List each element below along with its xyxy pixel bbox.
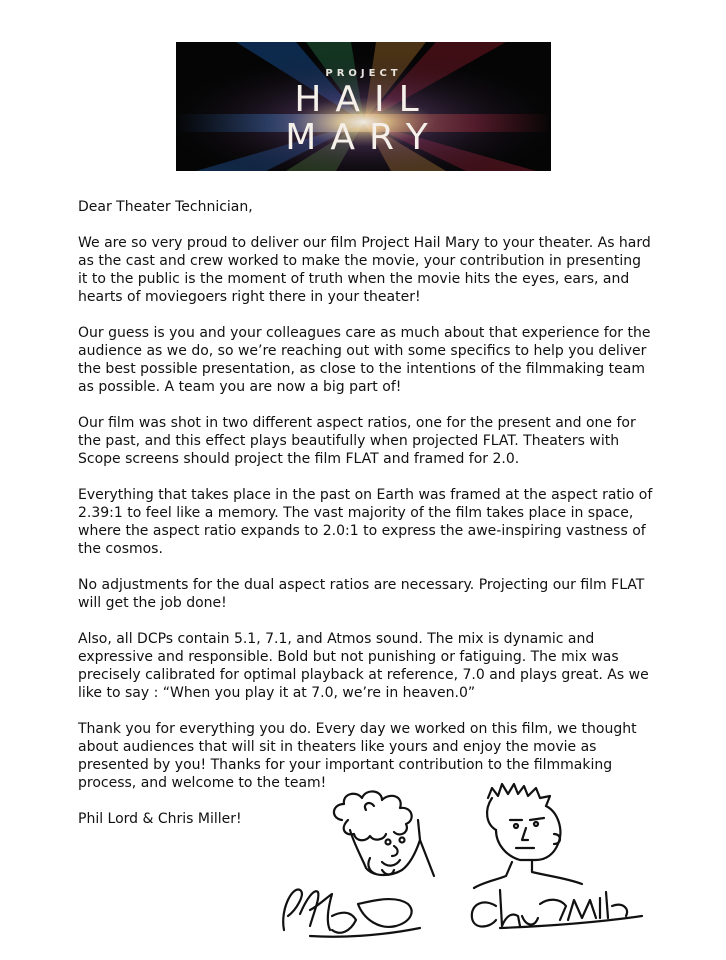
letter-paragraph: Our guess is you and your colleagues care as much about that experience for the audience as we do, so we’re reaching out with some specifics to help you deliver the best possible presentation, as close to the intentions of the filmmaking team as possible. A team you are now a big part of!	[78, 325, 651, 395]
logo-mary-text: MARY	[285, 117, 442, 158]
letter-paragraph: Everything that takes place in the past on Earth was framed at the aspect ratio of 2.39:1 to feel like a memory. The vast majority of the film takes place in space, where the aspect ratio expands to 2.0:1 to express the awe-inspiring vastness of the cosmos.	[78, 487, 653, 557]
signatures-and-doodles	[270, 780, 650, 950]
letter-paragraph: Our film was shot in two different aspect ratios, one for the present and one for the past, and this effect plays beautifully when projected FLAT. Theaters with Scope screens should project the film FLAT and framed for 2.0.	[78, 415, 636, 467]
letter-body	[78, 198, 653, 828]
signoff: Phil Lord & Chris Miller!	[78, 811, 242, 827]
project-hail-mary-banner	[176, 42, 551, 171]
logo-hail-text: HAIL	[294, 79, 433, 120]
chris-signature	[472, 890, 642, 928]
logo-project-text: PROJECT	[325, 68, 402, 79]
letter-paragraph: Also, all DCPs contain 5.1, 7.1, and Atmos sound. The mix is dynamic and expressive and responsible. Bold but not punishing or fatiguing. The mix was precisely calibrated for optimal playback at reference, 7.0 and plays great. As we like to say : “When you play it at 7.0, we’re in heaven.0”	[78, 631, 649, 701]
letter-paragraph: No adjustments for the dual aspect ratios are necessary. Projecting our film FLAT will get the job done!	[78, 577, 645, 611]
salutation: Dear Theater Technician,	[78, 199, 253, 215]
phil-signature	[283, 890, 420, 937]
letter-paragraph: We are so very proud to deliver our film Project Hail Mary to your theater. As hard as the cast and crew worked to make the movie, your contribution in presenting it to the public is the moment of truth when the movie hits the eyes, ears, and hearts of moviegoers right there in your theater!	[78, 235, 651, 305]
letter-paragraph: Thank you for everything you do. Every day we worked on this film, we thought about audiences that will sit in theaters like yours and enjoy the movie as presented by you! Thanks for your important contribution to the filmmaking process, and welcome to the team!	[78, 721, 637, 791]
chris-doodle	[474, 784, 582, 888]
phil-doodle	[334, 791, 434, 876]
